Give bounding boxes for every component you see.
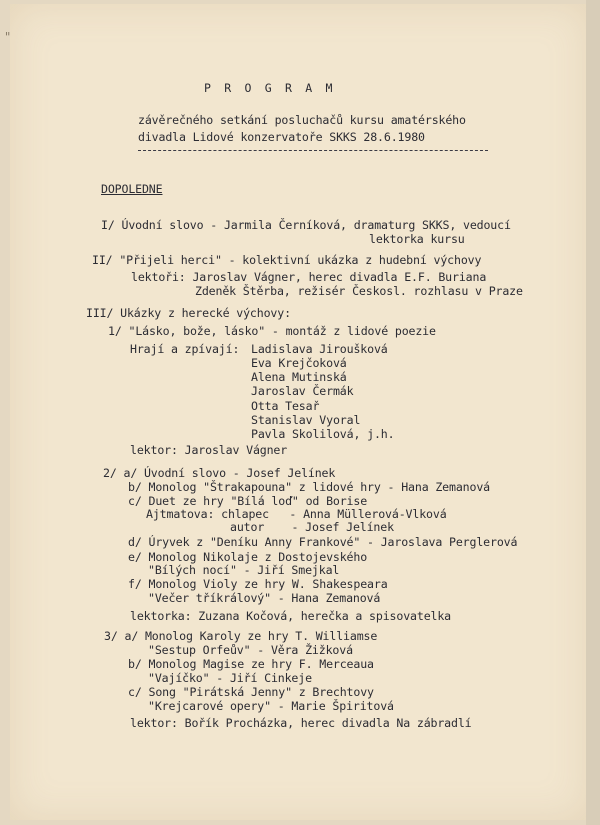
performer: Pavla Skolilová, j.h.: [251, 427, 395, 441]
item-1-line-1: I/ Úvodní slovo - Jarmila Černíková, dramaturg SKKS, vedoucí: [101, 218, 511, 232]
performer: Stanislav Vyoral: [251, 413, 361, 427]
sub-1-title: 1/ "Lásko, bože, lásko" - montáž z lidové poezie: [108, 324, 436, 338]
sub-3-b2: "Vajíčko" - Jiří Cinkeje: [148, 671, 312, 685]
sub-3-lector: lektor: Bořík Procházka, herec divadla Na zábradlí: [130, 716, 472, 730]
sub-2-f1: f/ Monolog Violy ze hry W. Shakespeara: [128, 577, 388, 591]
item-1-line-2: lektorka kursu: [369, 232, 465, 246]
subtitle-line-2: divadla Lidové konzervatoře SKKS 28.6.1980: [138, 130, 425, 144]
performers-label: Hrají a zpívají:: [130, 342, 240, 356]
sub-2-c2: Ajtmatova: chlapec - Anna Müllerová-Vlková: [146, 507, 447, 521]
sub-2-e1: e/ Monolog Nikolaje z Dostojevského: [128, 550, 368, 564]
sub-3-a1: 3/ a/ Monolog Karoly ze hry T. Williamse: [104, 629, 378, 643]
performer: Eva Krejčoková: [251, 356, 347, 370]
performer: Jaroslav Čermák: [251, 384, 354, 398]
performer: Alena Mutinská: [251, 370, 347, 384]
performer: Otta Tesař: [251, 399, 320, 413]
sub-2-b: b/ Monolog "Štrakapouna" z lidové hry - Hana Zemanová: [128, 480, 490, 494]
staple-mark: ": [4, 30, 12, 44]
sub-3-b1: b/ Monolog Magise ze hry F. Merceaua: [128, 657, 374, 671]
sub-2-a: 2/ a/ Úvodní slovo - Josef Jelínek: [103, 466, 336, 480]
section-heading: DOPOLEDNE: [101, 182, 163, 196]
scan-edge: [586, 0, 600, 825]
sub-3-c2: "Krejcarové opery" - Marie Špiritová: [148, 699, 394, 713]
dashed-divider: [138, 150, 488, 151]
program-title: P R O G R A M: [204, 81, 336, 95]
performer: Ladislava Jiroušková: [251, 342, 388, 356]
sub-2-d: d/ Úryvek z "Deníku Anny Frankové" - Jaroslava Perglerová: [128, 535, 518, 549]
sub-1-lector: lektor: Jaroslav Vágner: [130, 443, 288, 457]
sub-2-c1: c/ Duet ze hry "Bílá loď" od Borise: [128, 494, 368, 508]
sub-3-a2: "Sestup Orfeův" - Věra Žižková: [148, 643, 353, 657]
sub-3-c1: c/ Song "Pirátská Jenny" z Brechtovy: [128, 685, 374, 699]
sub-2-c3: autor - Josef Jelínek: [230, 520, 394, 534]
sub-2-f2: "Večer tříkrálový" - Hana Zemanová: [148, 591, 381, 605]
item-2-line-2: lektoři: Jaroslav Vágner, herec divadla E.F. Buriana: [131, 270, 487, 284]
item-2-line-1: II/ "Přijeli herci" - kolektivní ukázka z hudební výchovy: [92, 253, 482, 267]
sub-2-lector: lektorka: Zuzana Kočová, herečka a spisovatelka: [130, 609, 452, 623]
item-3-heading: III/ Ukázky z herecké výchovy:: [86, 306, 291, 320]
sub-2-e2: "Bílých nocí" - Jiří Smejkal: [148, 563, 340, 577]
subtitle-line-1: závěrečného setkání posluchačů kursu amatérského: [138, 113, 466, 127]
item-2-line-3: Zdeněk Štěrba, režisér Českosl. rozhlasu v Praze: [195, 284, 523, 298]
